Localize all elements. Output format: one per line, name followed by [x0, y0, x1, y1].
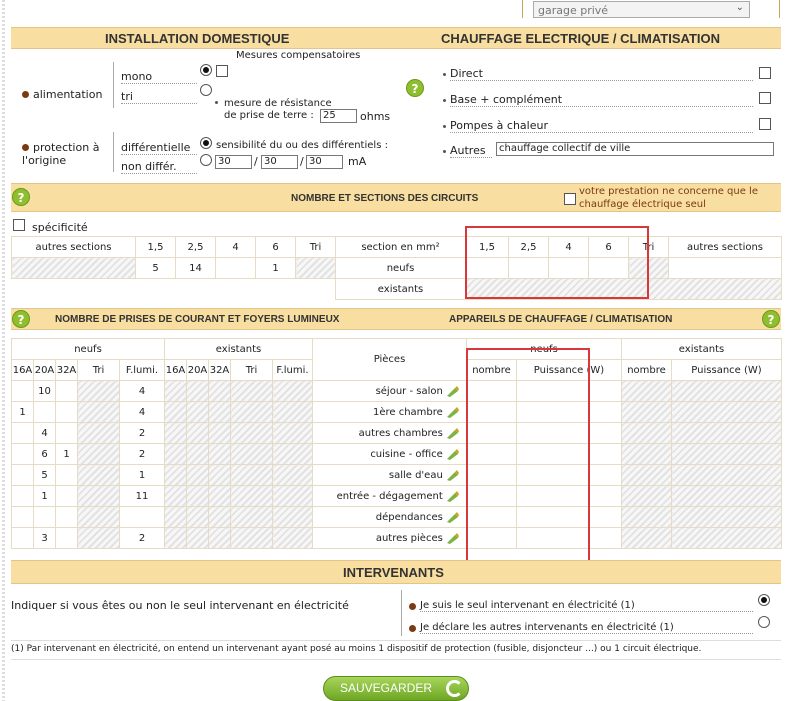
piece-cell — [313, 402, 467, 423]
prises-title: NOMBRE DE PRISES DE COURANT ET FOYERS LUMINEUX — [55, 314, 340, 325]
piece-cell — [313, 381, 467, 402]
protection-label: protection à l'origine — [22, 141, 100, 167]
cell[interactable] — [56, 507, 78, 528]
help-icon[interactable]: ? — [406, 79, 424, 97]
col-header: Puissance (W) — [672, 360, 782, 381]
prises-header — [11, 308, 781, 330]
col-header: F.lumi. — [120, 360, 165, 381]
bullet — [409, 625, 416, 632]
piece-cell — [313, 507, 467, 528]
col-header: 16A — [12, 360, 34, 381]
opt1-label: Je suis le seul intervenant en électricité (1) — [420, 600, 753, 612]
cell[interactable]: 4 — [120, 381, 165, 402]
divider — [113, 62, 114, 108]
divider — [11, 659, 781, 660]
piece-label: cuisine - office — [370, 449, 443, 460]
cell — [78, 444, 120, 465]
save-button[interactable] — [323, 676, 469, 701]
cell[interactable] — [12, 444, 34, 465]
chauffage-seul-checkbox[interactable] — [564, 193, 576, 205]
piece-label: salle d'eau — [388, 470, 443, 481]
edit-pencil-icon[interactable] — [446, 426, 460, 440]
cell — [622, 381, 672, 402]
edit-pencil-icon[interactable] — [446, 447, 460, 461]
col-header: Puissance (W) — [517, 360, 622, 381]
ohms-label: ohms — [360, 110, 391, 123]
cell — [672, 402, 782, 423]
cell[interactable] — [56, 381, 78, 402]
col-header: 32A — [209, 360, 231, 381]
cell — [231, 444, 273, 465]
col-header: 20A — [187, 360, 209, 381]
cell — [273, 444, 313, 465]
resistance-input[interactable]: 25 — [320, 109, 357, 123]
cell — [622, 423, 672, 444]
non-differ-label: non différ. — [121, 160, 197, 174]
autres-label: Autres — [450, 144, 492, 158]
cell — [273, 528, 313, 549]
autres-input[interactable]: chauffage collectif de ville — [496, 142, 774, 156]
cell — [672, 528, 782, 549]
circuits-header — [11, 183, 781, 212]
col-header: 16A — [165, 360, 187, 381]
cell[interactable] — [12, 486, 34, 507]
cell[interactable] — [56, 528, 78, 549]
cell[interactable]: 1 — [120, 465, 165, 486]
garage-select-value: garage privé — [538, 4, 609, 17]
col-header: 6 — [589, 237, 629, 258]
existants-header: existants — [622, 339, 782, 360]
col-header: 20A — [34, 360, 56, 381]
table-row — [12, 528, 782, 549]
highlight-box — [465, 226, 649, 299]
neufs-label: neufs — [336, 258, 466, 279]
cell — [672, 423, 782, 444]
intervenant-question: Indiquer si vous êtes ou non le seul intervenant en électricité — [11, 599, 349, 612]
circuits-title: NOMBRE ET SECTIONS DES CIRCUITS — [291, 193, 479, 204]
cell — [672, 486, 782, 507]
cell[interactable] — [56, 402, 78, 423]
cell — [296, 258, 336, 279]
mono-checkbox[interactable] — [216, 65, 228, 77]
cell — [187, 486, 209, 507]
cell[interactable] — [12, 423, 34, 444]
divider — [113, 132, 114, 172]
base-checkbox[interactable] — [759, 92, 771, 104]
specificite-checkbox[interactable] — [13, 219, 25, 231]
cell[interactable] — [669, 258, 782, 279]
cell[interactable]: 3 — [34, 528, 56, 549]
edit-pencil-icon[interactable] — [446, 405, 460, 419]
cell — [78, 423, 120, 444]
install-subtitle: Mesures compensatoires — [236, 50, 361, 61]
edit-pencil-icon[interactable] — [446, 531, 460, 545]
bullet — [443, 125, 446, 128]
cell — [187, 423, 209, 444]
cell — [273, 507, 313, 528]
cell — [209, 381, 231, 402]
footnote: (1) Par intervenant en électricité, on entend un intervenant ayant posé au moins 1 dispositif de protection (fusible, disjoncteur ...) ou 1 circuit électrique. — [11, 644, 702, 654]
sensibilite-label: sensibilité du ou des différentiels : — [216, 140, 388, 151]
piece-cell — [313, 465, 467, 486]
col-header: Tri — [78, 360, 120, 381]
cell[interactable]: 6 — [34, 444, 56, 465]
refresh-icon — [446, 680, 463, 697]
table-row — [12, 465, 782, 486]
col-header: 1,5 — [466, 237, 509, 258]
cell — [78, 528, 120, 549]
cell[interactable] — [12, 381, 34, 402]
neufs-header: neufs — [467, 339, 622, 360]
cell — [165, 507, 187, 528]
help-icon[interactable]: ? — [12, 310, 30, 328]
install-title: INSTALLATION DOMESTIQUE — [105, 31, 290, 46]
col-header: nombre — [622, 360, 672, 381]
pieces-header: Pièces — [313, 339, 467, 381]
base-label: Base + complément — [450, 93, 753, 107]
help-icon[interactable]: ? — [762, 310, 780, 328]
piece-cell — [313, 528, 467, 549]
divider — [11, 640, 781, 641]
cell[interactable]: 2 — [120, 423, 165, 444]
differentielle-radio[interactable] — [200, 137, 212, 149]
cell — [165, 381, 187, 402]
differentielle-label: différentielle — [121, 141, 197, 155]
col-header: Tri — [296, 237, 336, 258]
mono-label: mono — [121, 70, 197, 84]
bullet — [22, 91, 29, 98]
table-row — [12, 423, 782, 444]
table-row — [12, 444, 782, 465]
cell — [273, 423, 313, 444]
piece-label: séjour - salon — [375, 386, 443, 397]
cell — [165, 465, 187, 486]
cell — [273, 402, 313, 423]
cell — [78, 507, 120, 528]
cell — [12, 258, 136, 279]
cell[interactable] — [56, 465, 78, 486]
piece-label: autres pièces — [375, 533, 443, 544]
cell — [187, 402, 209, 423]
cell[interactable]: 14 — [176, 258, 216, 279]
chauffage-title: CHAUFFAGE ELECTRIQUE / CLIMATISATION — [441, 31, 721, 46]
cell — [165, 486, 187, 507]
cell — [209, 423, 231, 444]
autres-intervenants-radio[interactable] — [758, 616, 770, 628]
cell[interactable] — [56, 423, 78, 444]
piece-cell — [313, 423, 467, 444]
pompes-label: Pompes à chaleur — [450, 119, 753, 133]
cell[interactable]: 4 — [120, 402, 165, 423]
page-edge — [2, 0, 5, 701]
cell — [672, 381, 782, 402]
cell — [78, 402, 120, 423]
cell[interactable]: 5 — [136, 258, 176, 279]
cell — [187, 507, 209, 528]
cell — [231, 402, 273, 423]
cell — [165, 528, 187, 549]
cell — [209, 444, 231, 465]
cell — [231, 465, 273, 486]
cell — [622, 528, 672, 549]
cell — [231, 528, 273, 549]
appareils-title: APPAREILS DE CHAUFFAGE / CLIMATISATION — [449, 314, 673, 325]
cell — [209, 465, 231, 486]
highlight-box — [466, 348, 590, 564]
edit-pencil-icon[interactable] — [446, 384, 460, 398]
cell — [622, 444, 672, 465]
section-label: section en mm² — [336, 237, 466, 258]
edit-pencil-icon[interactable] — [446, 510, 460, 524]
slash: / — [300, 155, 304, 168]
cell — [187, 444, 209, 465]
diff-input-1[interactable]: 30 — [215, 155, 252, 169]
cell — [187, 528, 209, 549]
cell — [78, 381, 120, 402]
cell[interactable]: 2 — [120, 528, 165, 549]
col-header: 1,5 — [136, 237, 176, 258]
col-header: Tri — [629, 237, 669, 258]
col-header: 6 — [256, 237, 296, 258]
cell[interactable]: 5 — [34, 465, 56, 486]
cell[interactable]: 1 — [256, 258, 296, 279]
existants-label: existants — [336, 279, 466, 300]
cell[interactable]: 2 — [120, 444, 165, 465]
cell — [209, 486, 231, 507]
specificite-label: spécificité — [32, 221, 88, 234]
bullet — [409, 603, 416, 610]
help-icon[interactable]: ? — [12, 188, 30, 206]
piece-label: 1ère chambre — [372, 407, 443, 418]
cell — [78, 486, 120, 507]
cell — [622, 507, 672, 528]
diff-input-2[interactable]: 30 — [261, 155, 298, 169]
cell — [622, 486, 672, 507]
divider — [779, 0, 780, 18]
col-header: Tri — [231, 360, 273, 381]
col-header: 2,5 — [509, 237, 549, 258]
cell[interactable] — [12, 465, 34, 486]
cell — [672, 507, 782, 528]
cell[interactable]: 1 — [12, 402, 34, 423]
cell — [273, 465, 313, 486]
cell — [672, 465, 782, 486]
opt2-label: Je déclare les autres intervenants en électricité (1) — [420, 622, 753, 634]
col-header: 2,5 — [176, 237, 216, 258]
col-header: 32A — [56, 360, 78, 381]
existants-header: existants — [165, 339, 313, 360]
tri-label: tri — [121, 90, 197, 104]
cell[interactable] — [12, 528, 34, 549]
ma-label: mA — [348, 155, 367, 168]
cell — [78, 465, 120, 486]
col-header: autres sections — [669, 237, 782, 258]
bullet — [443, 150, 446, 153]
non-differ-radio[interactable] — [200, 154, 212, 166]
cell — [165, 423, 187, 444]
bullet — [443, 73, 446, 76]
divider — [401, 590, 402, 636]
cell — [622, 402, 672, 423]
cell — [209, 507, 231, 528]
col-header: nombre — [467, 360, 517, 381]
save-label: SAUVEGARDER — [340, 681, 433, 695]
cell — [209, 528, 231, 549]
table-row — [12, 402, 782, 423]
chevron-down-icon: ⌄ — [735, 2, 744, 13]
col-header: 4 — [549, 237, 589, 258]
cell — [12, 279, 336, 300]
cell[interactable]: 10 — [34, 381, 56, 402]
resistance-line2: de prise de terre : — [224, 110, 314, 121]
circuits-note-1: votre prestation ne concerne que le — [579, 186, 758, 197]
direct-checkbox[interactable] — [759, 67, 771, 79]
cell — [231, 507, 273, 528]
table-row — [12, 381, 782, 402]
install-header — [11, 27, 781, 49]
intervenants-header — [11, 560, 781, 584]
divider — [522, 0, 523, 18]
cell — [187, 381, 209, 402]
diff-input-3[interactable]: 30 — [306, 155, 343, 169]
slash: / — [254, 155, 258, 168]
table-row — [12, 486, 782, 507]
cell[interactable] — [216, 258, 256, 279]
cell — [165, 444, 187, 465]
edit-pencil-icon[interactable] — [446, 468, 460, 482]
intervenants-title: INTERVENANTS — [343, 565, 444, 580]
col-header: autres sections — [12, 237, 136, 258]
cell[interactable]: 4 — [34, 423, 56, 444]
cell — [273, 486, 313, 507]
piece-cell — [313, 444, 467, 465]
cell — [231, 486, 273, 507]
cell — [672, 444, 782, 465]
cell[interactable]: 11 — [120, 486, 165, 507]
circuits-note-2: chauffage électrique seul — [579, 199, 706, 210]
resistance-line1: mesure de résistance — [224, 98, 332, 109]
cell — [273, 381, 313, 402]
cell[interactable] — [34, 402, 56, 423]
bullet — [215, 101, 218, 104]
prises-table — [11, 338, 782, 549]
cell[interactable]: 1 — [34, 486, 56, 507]
mono-radio[interactable] — [200, 64, 212, 76]
alimentation-label: alimentation — [33, 88, 103, 101]
piece-label: dépendances — [375, 512, 443, 523]
cell[interactable]: 1 — [56, 444, 78, 465]
piece-label: autres chambres — [358, 428, 443, 439]
tri-radio[interactable] — [200, 84, 212, 96]
col-header: 4 — [216, 237, 256, 258]
table-row — [12, 507, 782, 528]
bullet — [443, 99, 446, 102]
cell — [622, 465, 672, 486]
circuits-table — [11, 236, 782, 300]
col-header: F.lumi. — [273, 360, 313, 381]
cell — [187, 465, 209, 486]
cell[interactable] — [56, 486, 78, 507]
neufs-header: neufs — [12, 339, 165, 360]
cell — [209, 402, 231, 423]
cell — [165, 402, 187, 423]
edit-pencil-icon[interactable] — [446, 489, 460, 503]
cell — [231, 423, 273, 444]
piece-cell — [313, 486, 467, 507]
direct-label: Direct — [450, 67, 753, 81]
cell[interactable] — [120, 507, 165, 528]
pompes-checkbox[interactable] — [759, 118, 771, 130]
seul-intervenant-radio[interactable] — [758, 594, 770, 606]
cell[interactable] — [34, 507, 56, 528]
cell[interactable] — [12, 507, 34, 528]
cell — [231, 381, 273, 402]
garage-select[interactable] — [533, 1, 750, 18]
piece-label: entrée - dégagement — [336, 491, 443, 502]
